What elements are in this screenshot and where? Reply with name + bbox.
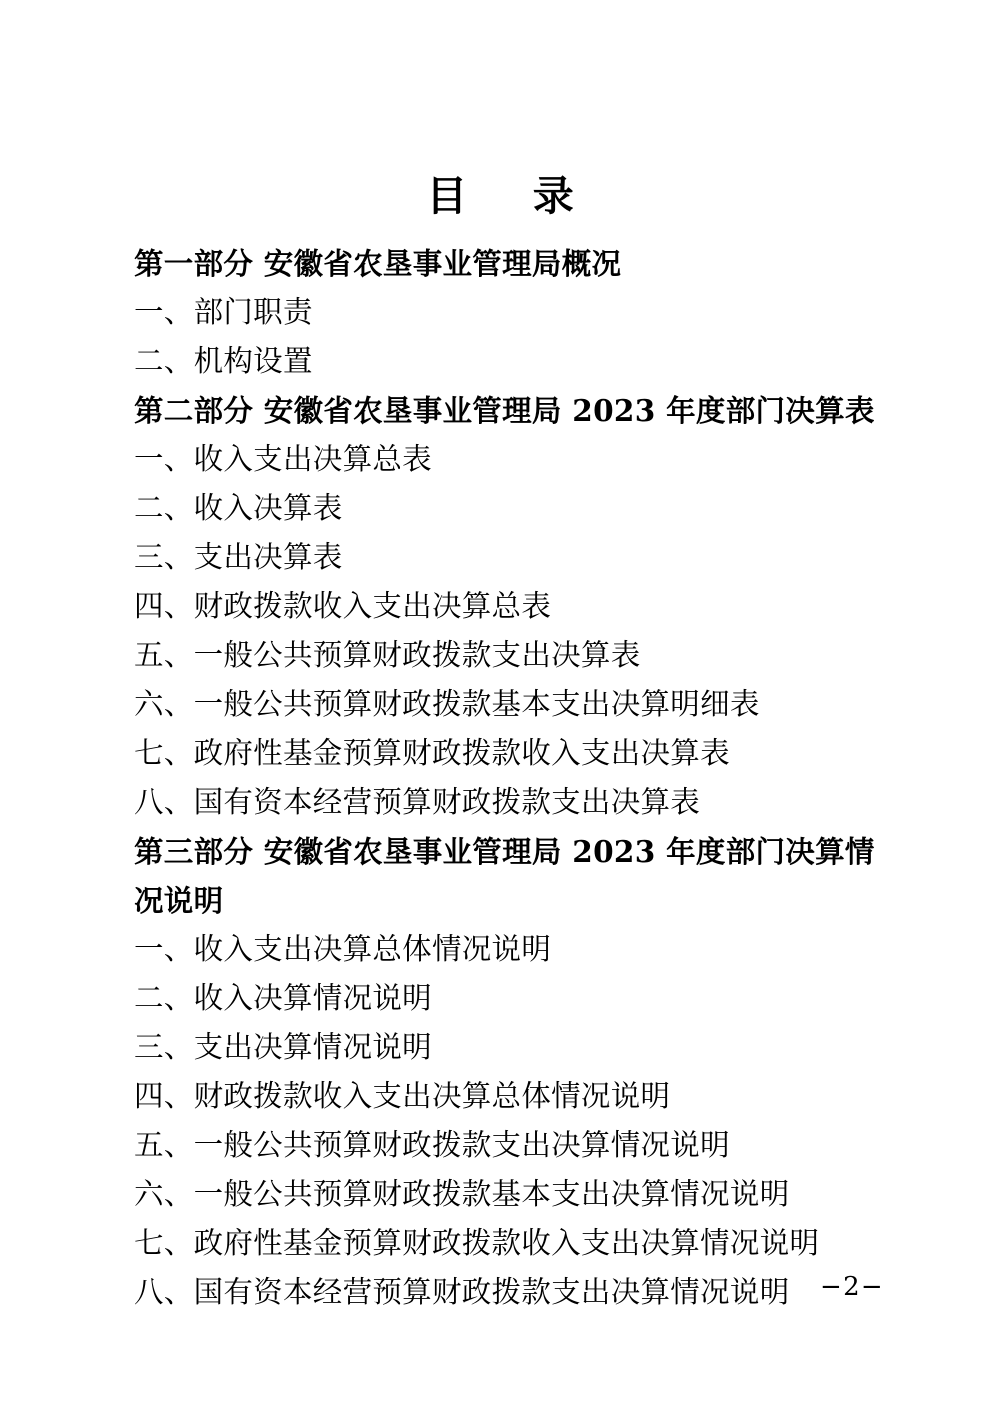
toc-item-label: 六、一般公共预算财政拨款基本支出决算情况说明: [134, 1177, 790, 1211]
toc-item[interactable]: [0, 631, 1000, 680]
toc-item[interactable]: [0, 1170, 1000, 1219]
toc-item-label: 二、收入决算情况说明: [134, 981, 432, 1015]
toc-item[interactable]: [0, 533, 1000, 582]
toc-item-label: 三、支出决算情况说明: [134, 1030, 432, 1064]
toc-item-label: 一、收入支出决算总体情况说明: [134, 932, 552, 966]
toc-item-label: 六、一般公共预算财政拨款基本支出决算明细表: [134, 687, 760, 721]
toc-item-label: 五、一般公共预算财政拨款支出决算表: [134, 638, 641, 672]
toc-item-label: 四、财政拨款收入支出决算总表: [134, 589, 552, 623]
toc-item[interactable]: [0, 435, 1000, 484]
page-number: −2−: [819, 1272, 884, 1302]
toc-item[interactable]: [0, 288, 1000, 337]
toc-item[interactable]: [0, 582, 1000, 631]
toc-item-label: 二、收入决算表: [134, 491, 343, 525]
toc-part-item[interactable]: [0, 239, 1000, 288]
toc-item-label: 七、政府性基金预算财政拨款收入支出决算情况说明: [134, 1226, 820, 1260]
toc-item[interactable]: [0, 1219, 1000, 1268]
table-of-contents: [0, 239, 1000, 1317]
toc-item[interactable]: [0, 1023, 1000, 1072]
toc-item-label: 四、财政拨款收入支出决算总体情况说明: [134, 1079, 671, 1113]
toc-item-label: 七、政府性基金预算财政拨款收入支出决算表: [134, 736, 730, 770]
toc-item-label: 八、国有资本经营预算财政拨款支出决算情况说明: [134, 1275, 790, 1309]
toc-item-label: 三、支出决算表: [134, 540, 343, 574]
toc-item-label: 二、机构设置: [134, 344, 313, 378]
toc-part-item[interactable]: [0, 827, 1000, 925]
toc-item-label: 五、一般公共预算财政拨款支出决算情况说明: [134, 1128, 730, 1162]
toc-item[interactable]: [0, 484, 1000, 533]
page-title: 目 录: [426, 172, 587, 220]
toc-item[interactable]: [0, 680, 1000, 729]
toc-item[interactable]: [0, 1072, 1000, 1121]
toc-item-label: 第一部分 安徽省农垦事业管理局概况: [134, 246, 622, 281]
toc-item[interactable]: [0, 925, 1000, 974]
toc-item-label: 一、收入支出决算总表: [134, 442, 432, 476]
toc-item-label: 第二部分 安徽省农垦事业管理局 2023 年度部门决算表: [134, 393, 875, 428]
toc-item-label: 第三部分 安徽省农垦事业管理局 2023 年度部门决算情: [134, 834, 875, 869]
toc-item[interactable]: [0, 337, 1000, 386]
toc-part-item[interactable]: [0, 386, 1000, 435]
toc-item-label-continuation: 况说明: [134, 883, 224, 918]
toc-item[interactable]: [0, 974, 1000, 1023]
toc-item[interactable]: [0, 778, 1000, 827]
toc-item[interactable]: [0, 729, 1000, 778]
toc-item-label: 一、部门职责: [134, 295, 313, 329]
toc-item-label: 八、国有资本经营预算财政拨款支出决算表: [134, 785, 701, 819]
toc-item[interactable]: [0, 1121, 1000, 1170]
